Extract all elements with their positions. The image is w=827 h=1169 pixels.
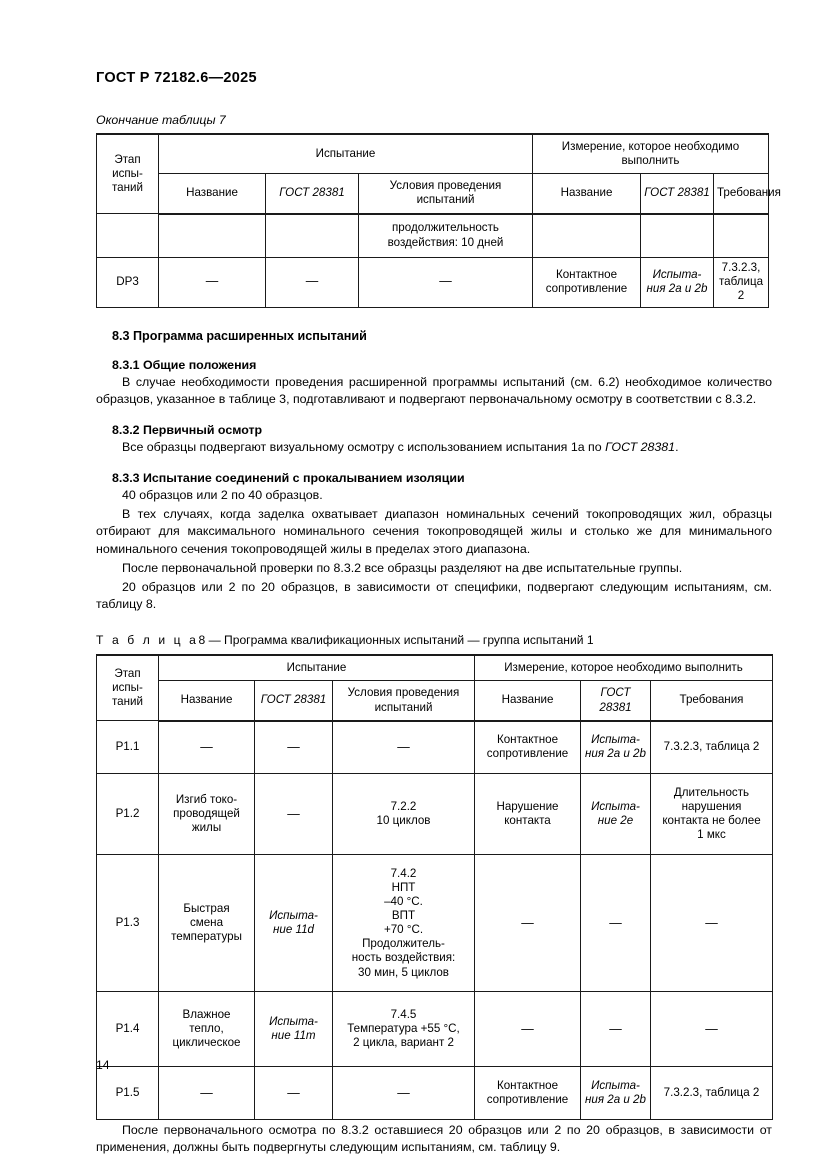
table8-group-measurement-header: Измерение, которое необходимо выполнить (475, 655, 773, 681)
table8-cell-stage: P1.2 (97, 774, 159, 855)
table-8 (96, 654, 773, 1120)
table7-group-test-header: Испытание (159, 134, 533, 174)
table7-cell-stage: DP3 (97, 257, 159, 307)
table8-col-requirements-header: Требования (651, 681, 773, 721)
table8-caption-number: 8 (198, 633, 206, 648)
table8-col-stage-header: Этап испы- таний (97, 655, 159, 720)
table8-cell-test-gost: — (255, 774, 333, 855)
table-row (97, 774, 773, 855)
table7-cell-test-gost (266, 214, 359, 258)
section-8-3-3-paragraph-4: 20 образцов или 2 по 20 образцов, в зависимости от специфики, подвергают следующим испытаниям, см. таблицу 8. (96, 579, 772, 612)
table8-cell-test-gost: — (255, 1067, 333, 1120)
table-row (97, 855, 773, 992)
table8-cell-conditions: — (333, 1067, 475, 1120)
table7-cell-measure-gost: Испыта- ния 2a и 2b (641, 257, 714, 307)
table8-cell-stage: P1.5 (97, 1067, 159, 1120)
table-row (97, 721, 773, 774)
table8-caption-text: — Программа квалификационных испытаний — группа испытаний 1 (208, 633, 594, 648)
table8-cell-measure-gost: Испыта- ния 2a и 2b (581, 721, 651, 774)
table7-header-row-2 (97, 174, 769, 214)
table7-cell-measure-gost (641, 214, 714, 258)
table8-caption-label: Т а б л и ц а (96, 633, 199, 648)
section-8-3-2-text-part1: Все образцы подвергают визуальному осмотру с использованием испытания 1a по (122, 439, 606, 454)
table8-cell-measure-gost: Испыта- ние 2e (581, 774, 651, 855)
table8-header-row-1 (97, 655, 773, 681)
section-8-3-2-gost-reference: ГОСТ 28381 (605, 439, 676, 454)
table8-cell-test-name: — (159, 1067, 255, 1120)
section-8-3-heading: 8.3 Программа расширенных испытаний (112, 328, 367, 343)
table8-cell-measure-name: — (475, 855, 581, 992)
table8-cell-measure-name: Контактное сопротивление (475, 1067, 581, 1120)
table-7-continuation (96, 133, 781, 308)
table8-header-row-2 (97, 681, 773, 721)
table-row (97, 214, 769, 258)
table8-cell-test-name: Изгиб токо- проводящей жилы (159, 774, 255, 855)
section-8-3-3-paragraph-1: 40 образцов или 2 по 40 образцов. (122, 488, 323, 503)
table7-cell-requirements: 7.3.2.3, таблица 2 (714, 257, 769, 307)
table8-cell-conditions: 7.4.2 НПТ –40 °С. ВПТ +70 °С. Продолжитель- ность воздействия: 30 мин, 5 циклов (333, 855, 475, 992)
table7-cell-conditions: продолжительность воздействия: 10 дней (359, 214, 533, 258)
section-8-3-2-heading: 8.3.2 Первичный осмотр (112, 422, 263, 437)
table8-cell-stage: P1.3 (97, 855, 159, 992)
table-row (97, 992, 773, 1067)
table7-cell-test-gost: — (266, 257, 359, 307)
page-number: 14 (96, 1058, 110, 1072)
table8-cell-requirements: Длительность нарушения контакта не более 1 мкс (651, 774, 773, 855)
table7-cell-test-name (159, 214, 266, 258)
section-8-3-3-paragraph-2: В тех случаях, когда заделка охватывает диапазон номинальных сечений токопроводящих жил, образцы отбирают для максимального номинального сечения токопроводящей жилы и столько же для минимального номинального сечения токопроводящей жилы в пределах этого диапазона. (96, 507, 772, 556)
table8-cell-conditions: 7.4.5 Температура +55 °С, 2 цикла, вариант 2 (333, 992, 475, 1067)
table8-col-measure-gost-header: ГОСТ 28381 (581, 681, 651, 721)
table8-cell-test-name: Быстрая смена температуры (159, 855, 255, 992)
table7-col-test-name-header: Название (159, 174, 266, 214)
section-8-3-3-paragraph-3: После первоначальной проверки по 8.3.2 все образцы разделяют на две испытательные группы. (122, 560, 683, 575)
table8-cell-measure-gost: — (581, 855, 651, 992)
table8-cell-requirements: 7.3.2.3, таблица 2 (651, 1067, 773, 1120)
table8-cell-test-gost: — (255, 721, 333, 774)
table8-col-conditions-header: Условия проведения испытаний (333, 681, 475, 721)
table7-cell-requirements (714, 214, 769, 258)
table8-cell-stage: P1.4 (97, 992, 159, 1067)
closing-paragraph: После первоначального осмотра по 8.3.2 оставшиеся 20 образцов или 2 по 20 образцов, в зависимости от применения, должны быть подвергнуты следующим испытаниям, см. таблицу 9. (96, 1123, 772, 1155)
table8-cell-conditions: 7.2.2 10 циклов (333, 774, 475, 855)
table8-cell-measure-gost: — (581, 992, 651, 1067)
table7-group-measurement-header: Измерение, которое необходимо выполнить (533, 134, 769, 174)
table8-cell-test-name: — (159, 721, 255, 774)
table8-cell-test-name: Влажное тепло, циклическое (159, 992, 255, 1067)
table8-cell-conditions: — (333, 721, 475, 774)
table7-col-conditions-header: Условия проведения испытаний (359, 174, 533, 214)
table8-cell-requirements: — (651, 992, 773, 1067)
table7-continuation-caption: Окончание таблицы 7 (96, 113, 226, 127)
table8-cell-requirements: — (651, 855, 773, 992)
table8-caption (96, 633, 772, 647)
table8-cell-test-gost: Испыта- ние 11d (255, 855, 333, 992)
standard-number-header: ГОСТ Р 72182.6—2025 (96, 70, 257, 86)
section-8-3-2-text-part2: . (675, 439, 679, 454)
table8-col-test-gost-header: ГОСТ 28381 (255, 681, 333, 721)
table8-cell-measure-name: Контактное сопротивление (475, 721, 581, 774)
table-row (97, 1067, 773, 1120)
page-content (96, 0, 781, 1157)
table8-cell-stage: P1.1 (97, 721, 159, 774)
table8-cell-measure-name: Нарушение контакта (475, 774, 581, 855)
section-8-3-1-heading: 8.3.1 Общие положения (112, 357, 257, 372)
table8-col-test-name-header: Название (159, 681, 255, 721)
table7-cell-conditions: — (359, 257, 533, 307)
table7-col-measure-gost-header: ГОСТ 28381 (641, 174, 714, 214)
table7-cell-measure-name: Контактное сопротивление (533, 257, 641, 307)
table7-col-requirements-header: Требования (714, 174, 769, 214)
section-8-3-1-body: В случае необходимости проведения расширенной программы испытаний (см. 6.2) необходимое количество образцов, указанное в таблице 3, подготавливают и подвергают первоначальному осмотру в соответствии с 8.3.2. (96, 374, 772, 406)
table-row (97, 257, 769, 307)
table7-cell-measure-name (533, 214, 641, 258)
table8-group-test-header: Испытание (159, 655, 475, 681)
table7-col-test-gost-header: ГОСТ 28381 (266, 174, 359, 214)
section-8-3-2-body (96, 439, 772, 456)
section-8-3-3-heading: 8.3.3 Испытание соединений с прокалыванием изоляции (112, 471, 465, 486)
table8-cell-measure-gost: Испыта- ния 2a и 2b (581, 1067, 651, 1120)
table7-cell-test-name: — (159, 257, 266, 307)
table7-cell-stage (97, 214, 159, 258)
table8-cell-requirements: 7.3.2.3, таблица 2 (651, 721, 773, 774)
table7-col-stage-header: Этап испы- таний (97, 134, 159, 214)
table8-cell-measure-name: — (475, 992, 581, 1067)
table7-header-row-1 (97, 134, 769, 174)
table8-cell-test-gost: Испыта- ние 11m (255, 992, 333, 1067)
table8-col-measure-name-header: Название (475, 681, 581, 721)
table7-col-measure-name-header: Название (533, 174, 641, 214)
